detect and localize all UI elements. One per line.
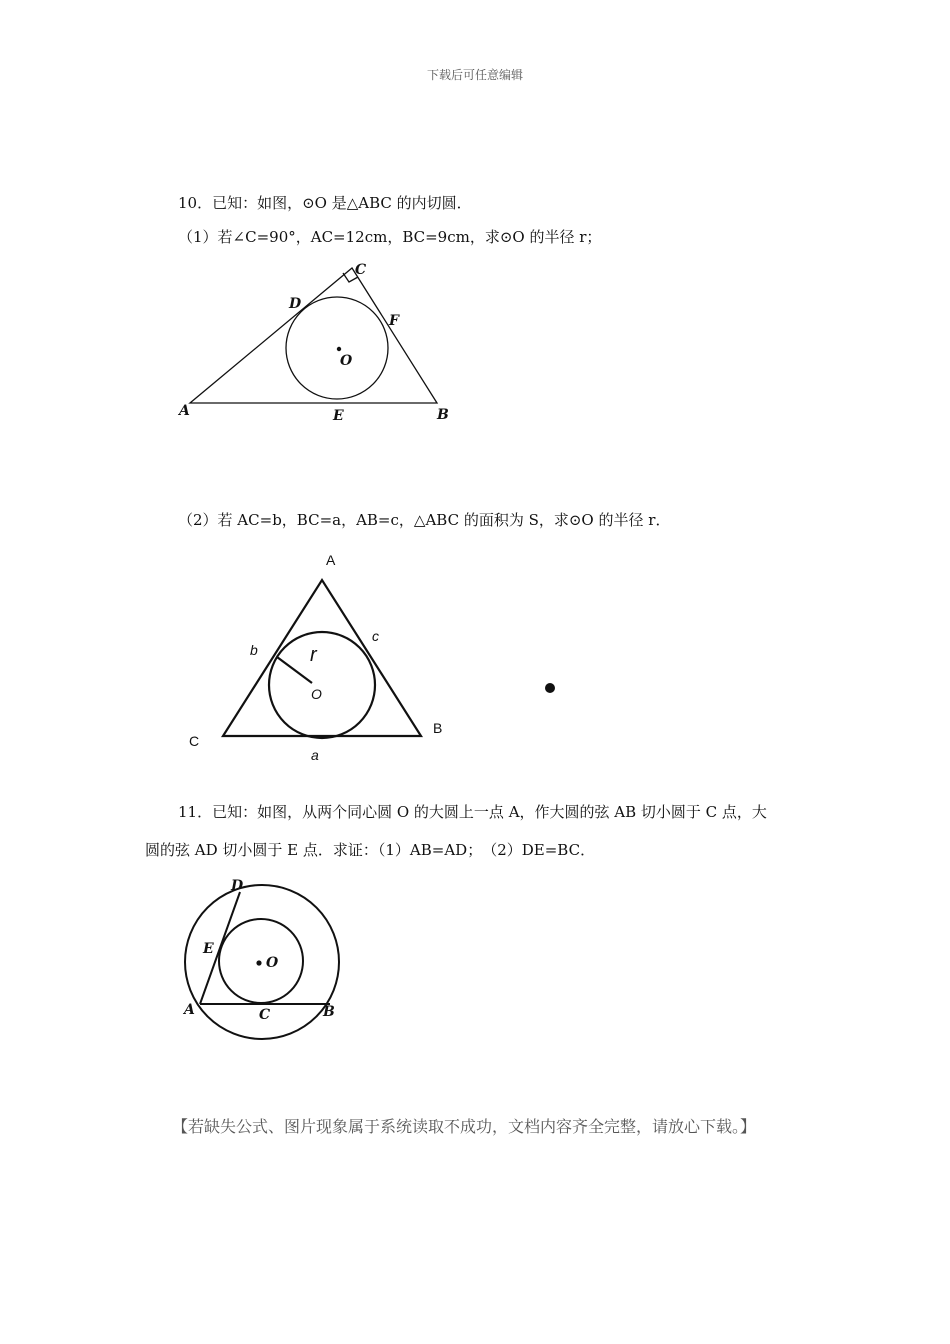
label-b: B [437,407,449,423]
problem-11-line-2: 圆的弦 AD 切小圆于 E 点．求证：（1）AB=AD； （2）DE=BC． [145,841,596,859]
label-a: A [326,552,336,568]
problem-10-title: 10．已知：如图，⊙O 是△ABC 的内切圆． [178,194,472,212]
figure-triangle-incircle-radius [180,545,580,770]
label-e: E [333,408,344,424]
label-o: O [266,955,279,971]
small-circle [219,919,303,1003]
radius-line [277,657,312,683]
incircle [269,632,375,738]
problem-10-part-2: （2）若 AC=b，BC=a，AB=c，△ABC 的面积为 S，求⊙O 的半径 r． [178,511,671,529]
triangle-abc [190,268,437,403]
incircle [286,297,388,399]
label-e: E [203,941,214,957]
center-dot [256,960,261,965]
label-c: C [355,262,367,278]
label-c: C [189,733,200,749]
label-d: D [289,296,302,312]
figure-right-triangle-incircle [170,255,470,435]
label-o: O [311,686,322,702]
label-a: A [179,403,190,419]
label-f: F [389,313,399,329]
label-d: D [231,878,244,894]
label-o: O [340,353,353,369]
label-b: B [323,1004,335,1020]
center-dot [337,347,341,351]
figure-concentric-circles [175,870,355,1045]
problem-10-part-1: （1）若∠C=90°，AC=12cm，BC=9cm，求⊙O 的半径 r； [178,228,602,246]
label-side-b: b [250,642,258,658]
label-a: A [184,1002,195,1018]
label-b: B [433,720,443,736]
problem-11-line-1: 11．已知：如图，从两个同心圆 O 的大圆上一点 A，作大圆的弦 AB 切小圆于 C 点，大 [178,803,767,821]
label-side-c: c [372,628,379,644]
label-side-a: a [311,747,319,763]
label-r: r [310,644,317,666]
download-notice: 【若缺失公式、图片现象属于系统读取不成功，文档内容齐全完整，请放心下载。】 [172,1117,757,1136]
stray-dot [545,683,555,693]
page-header: 下载后可任意编辑 [426,68,523,82]
triangle-abc [223,580,421,736]
label-c: C [259,1007,271,1023]
